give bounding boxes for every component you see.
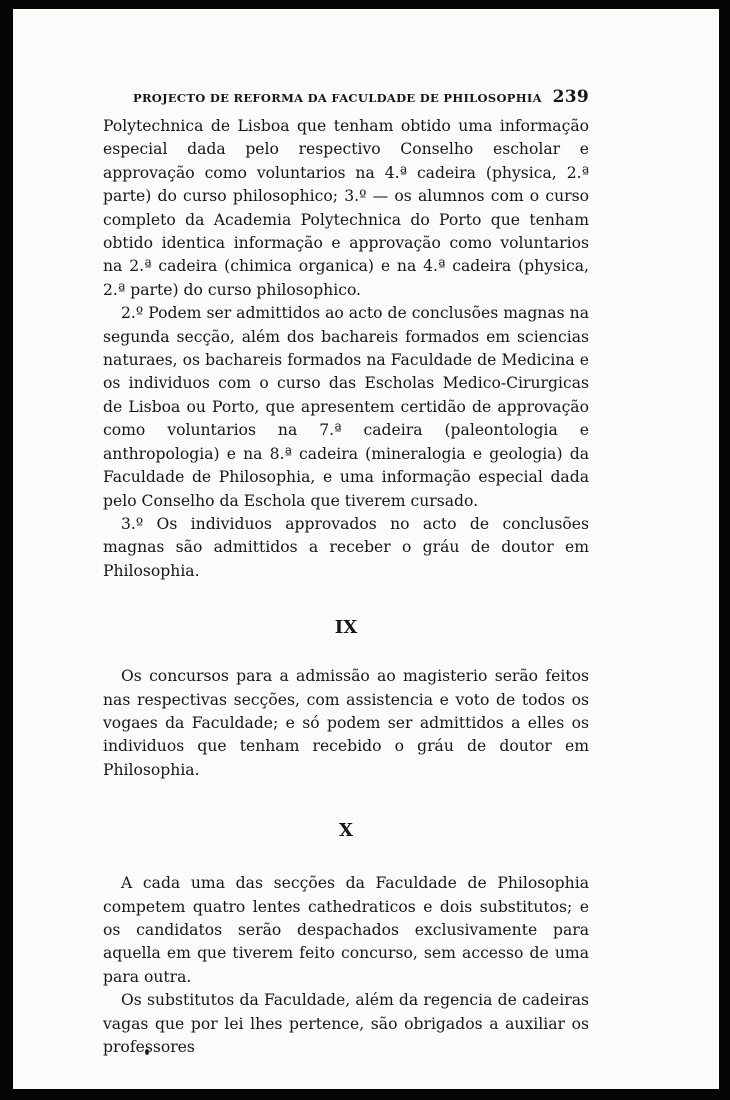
section-ix-paragraph: Os concursos para a admissão ao magisterio serão feitos nas respectivas secções, com assistencia e voto de todos os vogaes da Faculdade; e só podem ser admittidos a elles os individuos que tenham recebido o gráu de doutor em Philosophia. (103, 667, 589, 779)
section-heading-x: X (339, 820, 353, 842)
section-x-paragraph-2: Os substitutos da Faculdade, além da regencia de cadeiras vagas que por lei lhes pertence, são obrigados a auxiliar os professores (103, 991, 589, 1056)
paragraph-item-3: 3.º Os individuos approvados no acto de conclusões magnas são admittidos a receber o gráu de doutor em Philosophia. (103, 514, 589, 580)
text-block (103, 87, 589, 1059)
paragraph-continuation: Polytechnica de Lisboa que tenham obtido uma informação especial dada pelo respectivo Conselho escholar e approvação como voluntarios na 4.ª cadeira (physica, 2.ª parte) do curso philosophico; 3.º — os alumnos com o curso completo da Academia Polytechnica do Porto que tenham obtido identica informação e approvação como voluntarios na 2.ª cadeira (chimica organica) e na 4.ª cadeira (physica, 2.ª parte) do curso philosophico. (103, 117, 589, 299)
running-head (103, 87, 589, 115)
running-head-title: PROJECTO DE REFORMA DA FACULDADE DE PHILOSOPHIA (133, 91, 542, 105)
section-heading-ix: IX (334, 617, 358, 639)
book-page (13, 9, 719, 1089)
section-x-paragraph-1: A cada uma das secções da Faculdade de Philosophia competem quatro lentes cathedraticos e dois substitutos; e os candidatos serão despachados exclusivamente para aquella em que tiverem feito concurso, sem accesso de uma para outra. (103, 874, 589, 986)
page-number: 239 (552, 87, 589, 107)
paragraph-item-2: 2.º Podem ser admittidos ao acto de conclusões magnas na segunda secção, além dos bachareis formados em sciencias naturaes, os bachareis formados na Faculdade de Medicina e os individuos com o curso das Escholas Medico-Cirurgicas de Lisboa ou Porto, que apresentem certidão de approvação como voluntarios na 7.ª cadeira (paleontologia e anthropologia) e na 8.ª cadeira (mineralogia e geologia) da Faculdade de Philosophia, e uma informação especial dada pelo Conselho da Eschola que tiverem cursado. (103, 304, 589, 510)
